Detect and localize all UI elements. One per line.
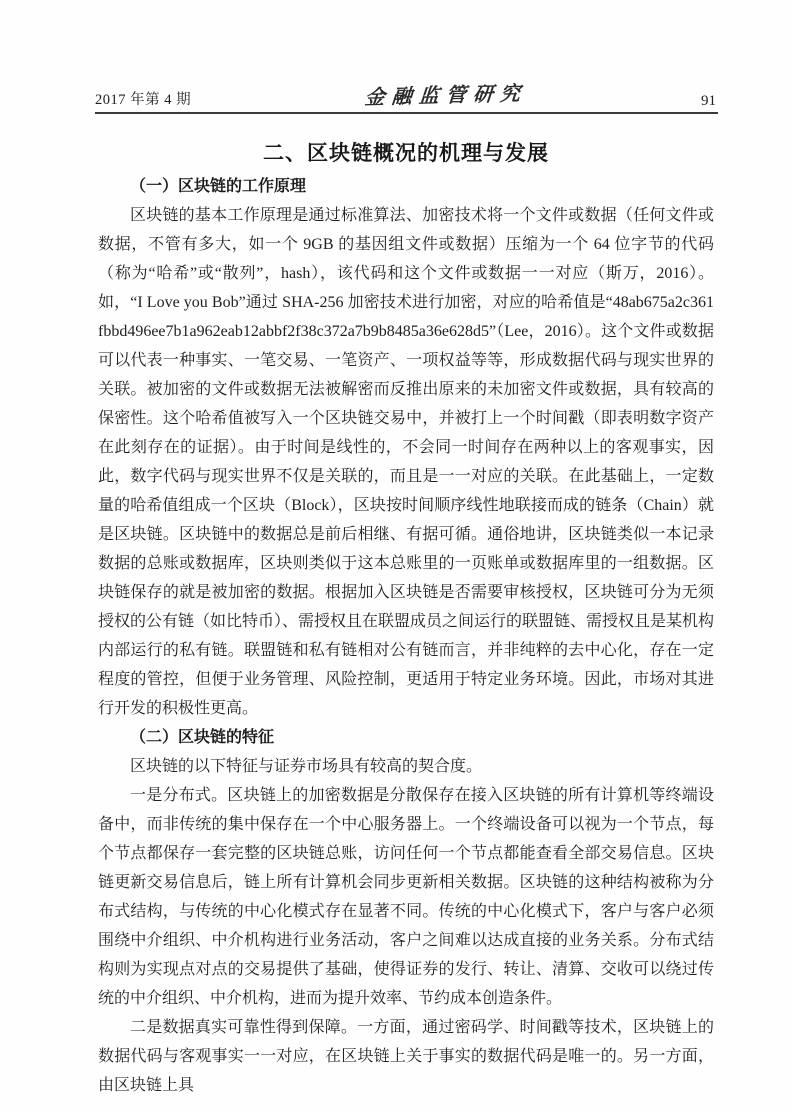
section-heading-features: （二）区块链的特征 — [130, 729, 275, 746]
article-title: 二、区块链概况的机理与发展 — [263, 142, 549, 165]
article-body — [98, 172, 714, 1100]
paragraph-feature-data-reliability: 二是数据真实可靠性得到保障。一方面，通过密码学、时间戳等技术，区块链上的数据代码与客观事实一一对应，在区块链上关于事实的数据代码是唯一的。另一方面，由区块链上具 — [98, 1019, 714, 1094]
header-rule — [95, 112, 718, 114]
paragraph-features-intro: 区块链的以下特征与证券市场具有较高的契合度。 — [130, 758, 483, 775]
paragraph-working-principle: 区块链的基本工作原理是通过标准算法、加密技术将一个文件或数据（任何文件或数据，不管有多大，如一个 9GB 的基因组文件或数据）压缩为一个 64 位字节的代码（称为“哈希”或“散列”，hash），该代码和这个文件或数据一一对应（斯万，2016）。如，“I Love you Bob”通过 SHA-256 加密技术进行加密，对应的哈希值是“48ab675a2c361fbbd496ee7b1a962eab12abbf2f38c372a7b9b8485a36e628d5”（Lee，2016）。这个文件或数据可以代表一种事实、一笔交易、一笔资产、一项权益等等，形成数据代码与现实世界的关联。被加密的文件或数据无法被解密而反推出原来的未加密文件或数据，具有较高的保密性。这个哈希值被写入一个区块链交易中，并被打上一个时间戳（即表明数字资产在此刻存在的证据）。由于时间是线性的，不会同一时间存在两种以上的客观事实，因此，数字代码与现实世界不仅是关联的，而且是一一对应的关联。在此基础上，一定数量的哈希值组成一个区块（Block），区块按时间顺序线性地联接而成的链条（Chain）就是区块链。区块链中的数据总是前后相继、有据可循。通俗地讲，区块链类似一本记录数据的总账或数据库，区块则类似于这本总账里的一页账单或数据库里的一组数据。区块链保存的就是被加密的数据。根据加入区块链是否需要审核授权，区块链可分为无须授权的公有链（如比特币）、需授权且在联盟成员之间运行的联盟链、需授权且是某机构内部运行的私有链。联盟链和私有链相对公有链而言，并非纯粹的去中心化，存在一定程度的管控，但便于业务管理、风险控制，更适用于特定业务环境。因此，市场对其进行开发的积极性更高。 — [98, 207, 715, 717]
journal-header — [95, 82, 718, 110]
section-heading-working-principle: （一）区块链的工作原理 — [130, 178, 307, 195]
paragraph-feature-distributed: 一是分布式。区块链上的加密数据是分散保存在接入区块链的所有计算机等终端设备中，而非传统的集中保存在一个中心服务器上。一个终端设备可以视为一个节点，每个节点都保存一套完整的区块链总账，访问任何一个节点都能查看全部交易信息。区块链更新交易信息后，链上所有计算机会同步更新相关数据。区块链的这种结构被称为分布式结构，与传统的中心化模式存在显著不同。传统的中心化模式下，客户与客户必须围绕中介组织、中介机构进行业务活动，客户之间难以达成直接的业务关系。分布式结构则为实现点对点的交易提供了基础，使得证券的发行、转让、清算、交收可以绕过传统的中介组织、中介机构，进而为提升效率、节约成本创造条件。 — [98, 787, 714, 1007]
journal-logo-calligraphy: 金融监管研究 — [363, 80, 529, 110]
journal-issue: 2017 年第 4 期 — [95, 92, 192, 108]
page-number: 91 — [701, 93, 716, 109]
